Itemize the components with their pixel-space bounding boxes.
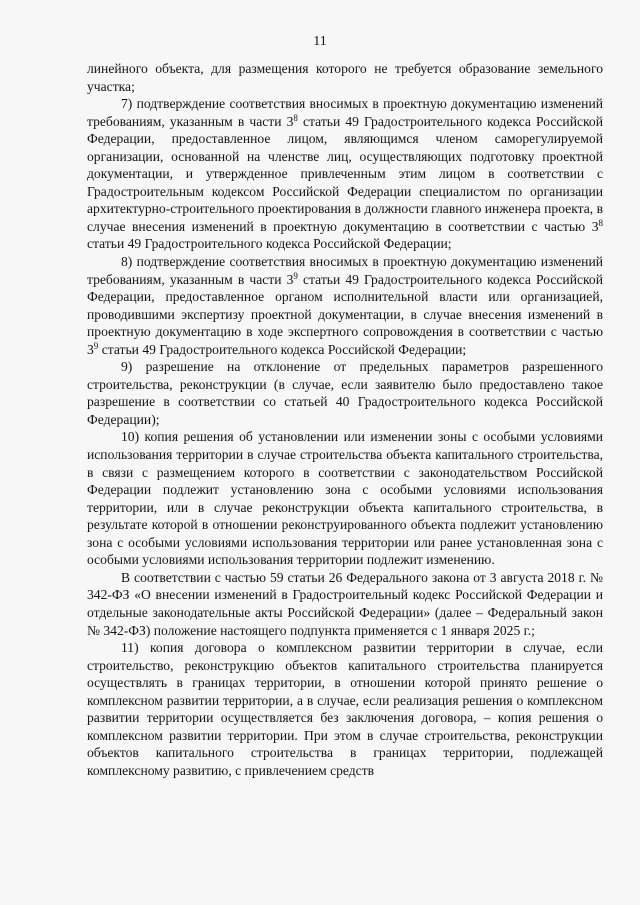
document-body (87, 60, 603, 779)
item-7-superscript-1: 8 (293, 112, 298, 123)
page-number: 11 (313, 34, 327, 49)
item-8-text-a: 8) подтверждение соответствия вносимых в проектную документацию изменений требованиям, указанным в части 3 (87, 254, 603, 287)
paragraph-item-8 (87, 253, 603, 358)
paragraph-item-10: 10) копия решения об установлении или изменении зоны с особыми условиями использования территории в случае строительства объекта капитального строительства, в связи с размещением которого в соответствии с законодательством Российской Федерации подлежит установлению зона с особыми условиями использования территории, или в случае реконструкции объекта капитального строительства, в результате которой в отношении реконструированного объекта подлежит установлению зона с особыми условиями использования территории или ранее установленная зона с особыми условиями использования территории подлежит изменению. (87, 429, 603, 568)
paragraph-law-note: В соответствии с частью 59 статьи 26 Федерального закона от 3 августа 2018 г. № 342-ФЗ «О внесении изменений в Градостроительный кодекс Российской Федерации и отдельные законодательные акты Российской Федерации» (далее – Федеральный закон № 342-ФЗ) положение настоящего подпункта применяется с 1 января 2025 г.; (87, 569, 603, 638)
paragraph-intro: линейного объекта, для размещения которого не требуется образование земельного участка; (87, 61, 603, 94)
item-8-text-b: статьи 49 Градостроительного кодекса Российской Федерации, предоставленное органом исполнительной власти или организацией, проводившими экспертизу проектной документации, в случае внесения изменений в проектную документацию в ходе экспертного сопровождения в соответствии с частью 3 (87, 271, 603, 357)
paragraph-item-11: 11) копия договора о комплексном развитии территории в случае, если строительство, реконструкцию объектов капитального строительства планируется осуществлять в границах территории, в отношении которой принято решение о комплексном развитии территории, а в случае, если реализация решения о комплексном развитии территории осуществляется без заключения договора, – копия решения о комплексном развитии территории. При этом в случае строительства, реконструкции объектов капитального строительства в границах территории, подлежащей комплексному развитию, с привлечением средств (87, 640, 603, 778)
item-7-superscript-2: 8 (598, 217, 603, 228)
paragraph-item-7 (87, 95, 603, 253)
item-7-text-b: статьи 49 Градостроительного кодекса Российской Федерации, предоставленное лицом, являющимся членом саморегулируемой организации, основанной на членстве лиц, осуществляющих подготовку проектной документации, и утвержденное привлеченным этим лицом в соответствии с Градостроительным кодексом Российской Федерации специалистом по организации архитектурно-строительного проектирования в должности главного инженера проекта, в случае внесения изменений в проектную документацию в соответствии с частью 3 (87, 113, 603, 234)
item-8-text-c: статьи 49 Градостроительного кодекса Российской Федерации; (98, 341, 467, 357)
item-7-text-a: 7) подтверждение соответствия вносимых в проектную документацию изменений требованиям, указанным в части 3 (87, 96, 603, 129)
paragraph-item-9: 9) разрешение на отклонение от предельных параметров разрешенного строительства, реконструкции (в случае, если заявителю было предоставлено такое разрешение в соответствии со статьей 40 Градостроительного кодекса Российской Федерации); (87, 359, 603, 427)
item-8-superscript-1: 9 (293, 270, 298, 281)
item-7-text-c: статьи 49 Градостроительного кодекса Российской Федерации; (87, 236, 452, 252)
item-8-superscript-2: 9 (93, 340, 99, 351)
